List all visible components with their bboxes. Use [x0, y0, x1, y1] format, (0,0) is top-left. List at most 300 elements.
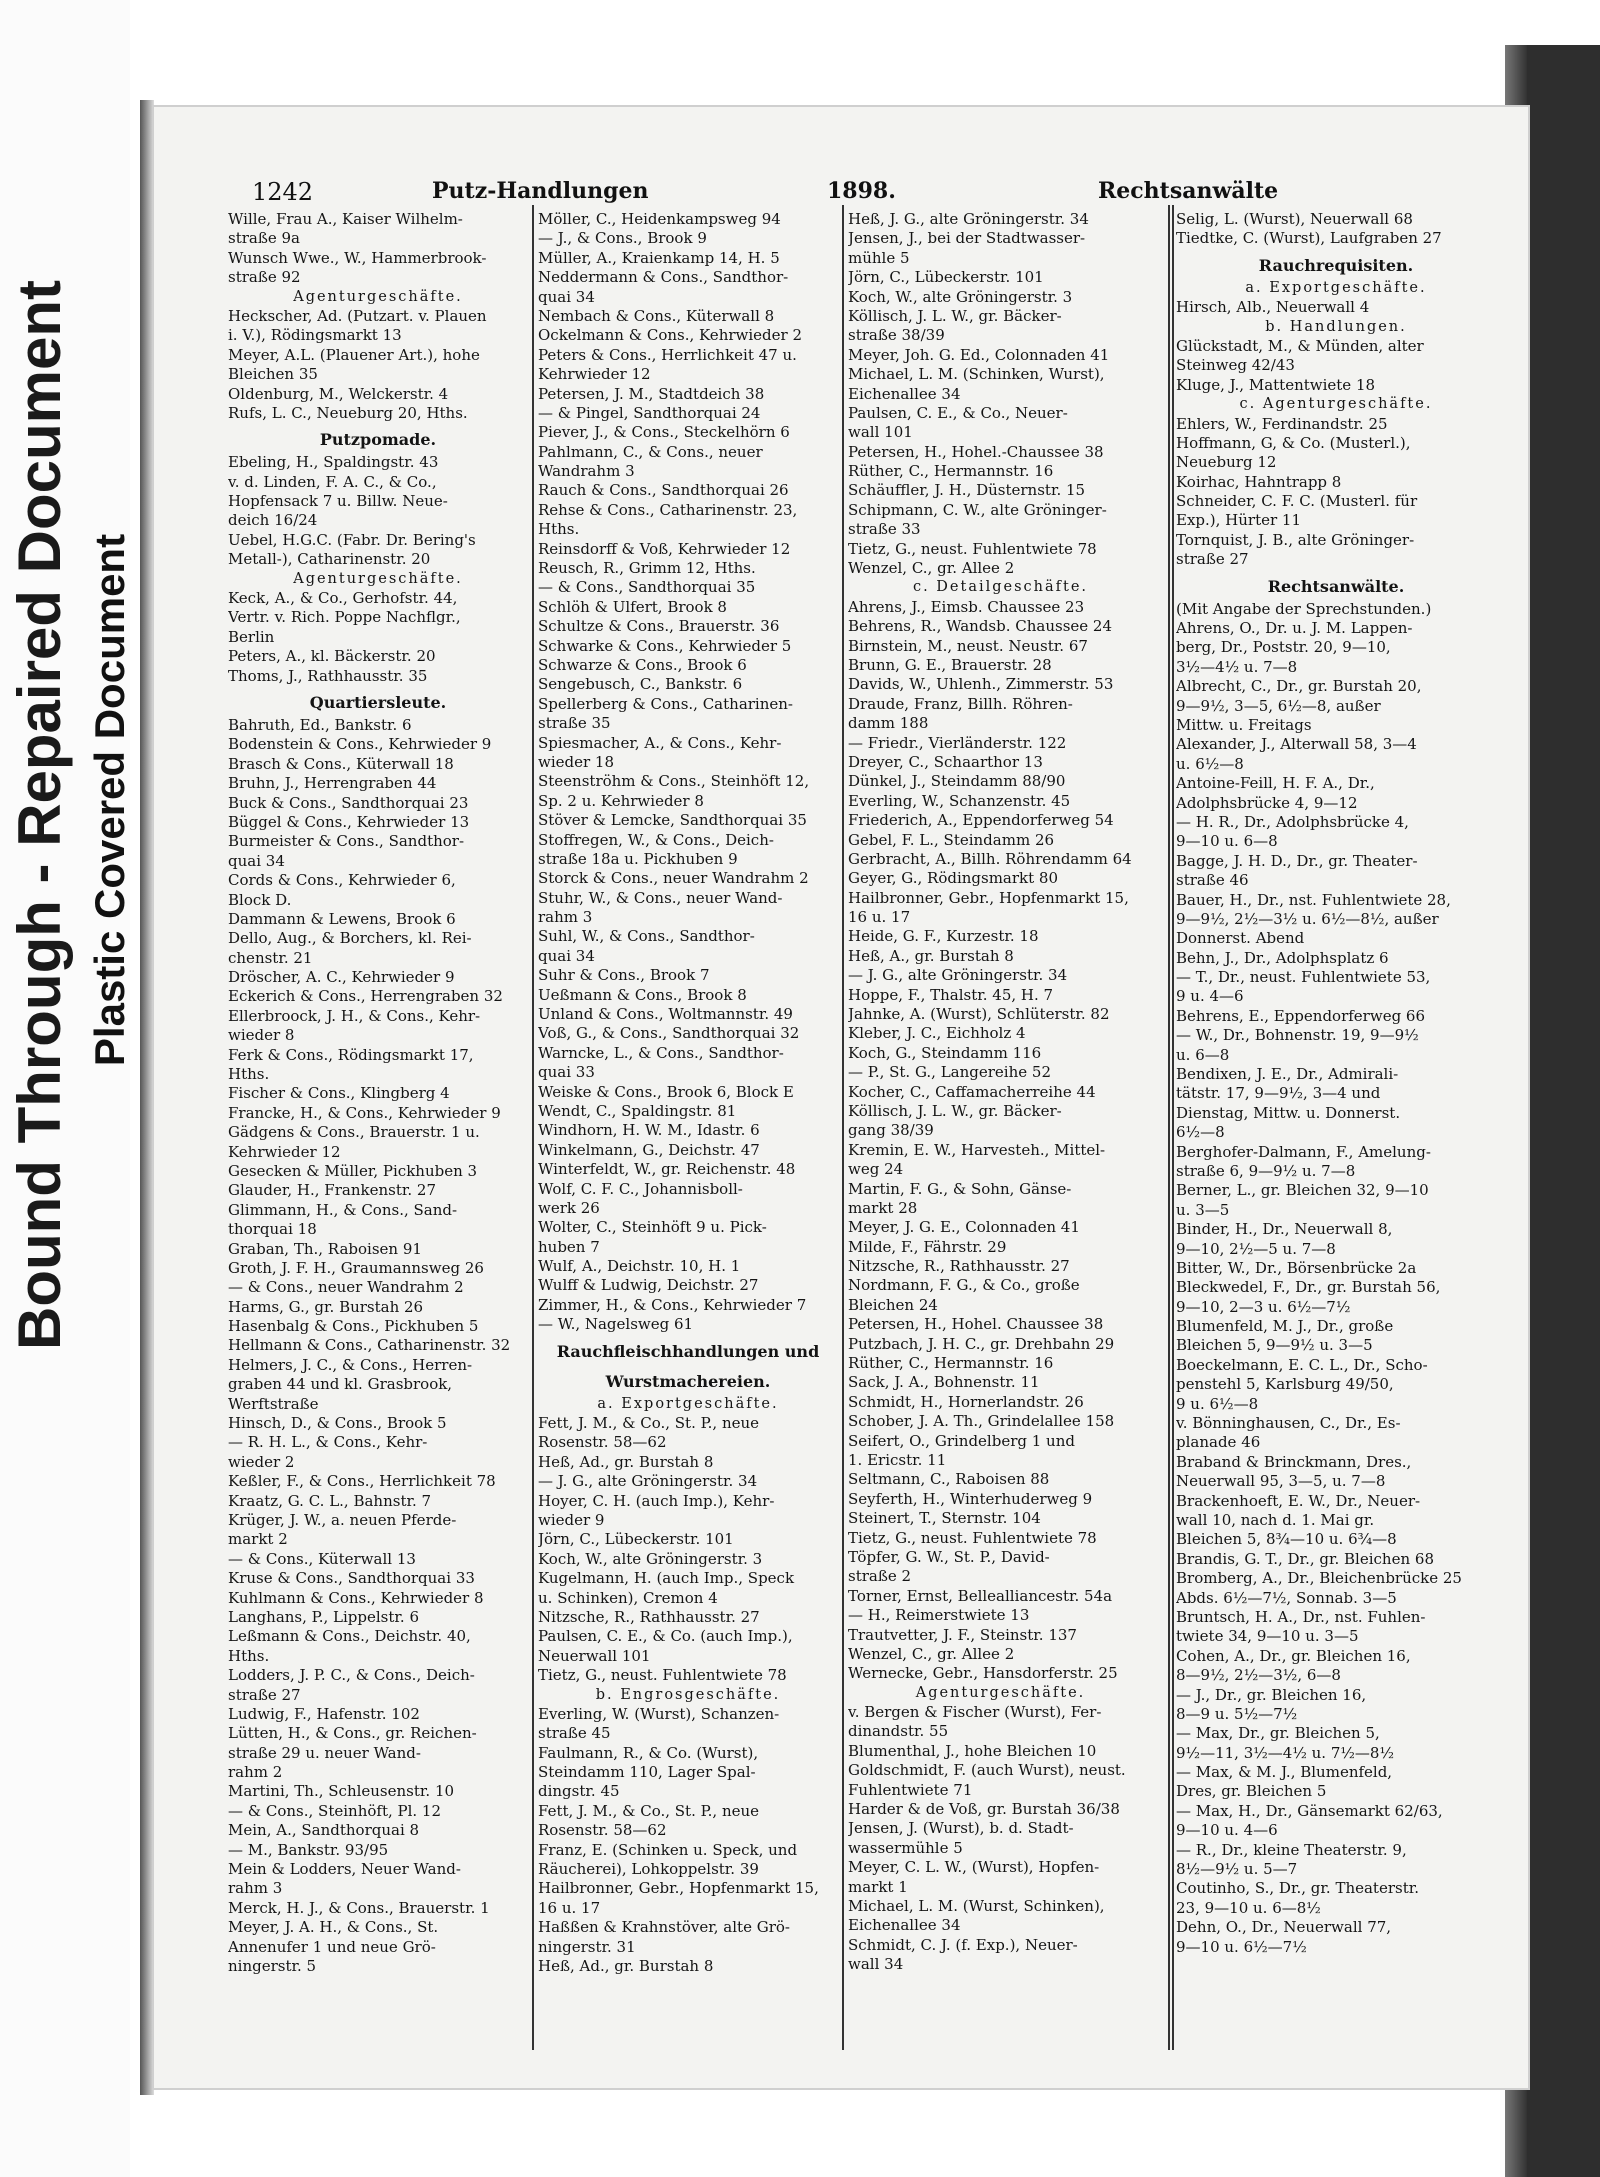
directory-entry: Jensen, J. (Wurst), b. d. Stadt-: [848, 1819, 1074, 1838]
directory-entry: Rufs, L. C., Neueburg 20, Hths.: [228, 403, 468, 422]
directory-entry: Merck, H. J., & Cons., Brauerstr. 1: [228, 1898, 490, 1917]
directory-entry: Helmers, J. C., & Cons., Herren-: [228, 1355, 473, 1374]
directory-entry: Schultze & Cons., Brauerstr. 36: [538, 617, 780, 636]
directory-entry: Hths.: [228, 1646, 270, 1665]
directory-entry: rahm 3: [538, 908, 593, 927]
directory-entry: Jörn, C., Lübeckerstr. 101: [848, 268, 1044, 287]
subsection-heading: a. Exportgeschäfte.: [597, 1395, 779, 1412]
directory-entry: Trautvetter, J. F., Steinstr. 137: [848, 1625, 1077, 1644]
column-rule: [1172, 205, 1174, 2050]
directory-entry: straße 27: [228, 1685, 301, 1704]
directory-entry: Seltmann, C., Raboisen 88: [848, 1470, 1050, 1489]
directory-entry: Reusch, R., Grimm 12, Hths.: [538, 559, 756, 578]
directory-entry: Schneider, C. F. C. (Musterl. für: [1176, 492, 1418, 511]
directory-entry: Gerbracht, A., Billh. Röhrendamm 64: [848, 849, 1132, 868]
directory-entry: quai 33: [538, 1063, 595, 1082]
directory-entry: Tiedtke, C. (Wurst), Laufgraben 27: [1176, 229, 1442, 248]
directory-entry: markt 1: [848, 1877, 908, 1896]
directory-entry: Krüger, J. W., a. neuen Pferde-: [228, 1511, 457, 1529]
directory-entry: 16 u. 17: [538, 1898, 601, 1917]
directory-entry: wieder 18: [538, 752, 615, 771]
directory-entry: Eckerich & Cons., Herrengraben 32: [228, 987, 503, 1006]
directory-entry: Schipmann, C. W., alte Gröninger-: [848, 500, 1107, 519]
directory-entry: Meyer, A.L. (Plauener Art.), hohe: [228, 345, 480, 364]
directory-entry: Annenufer 1 und neue Grö-: [228, 1937, 436, 1956]
subsection-heading: a. Exportgeschäfte.: [1245, 279, 1427, 296]
subsection-heading: Agenturgeschäfte.: [293, 570, 463, 587]
directory-entry: Fett, J. M., & Co., St. P., neue: [538, 1801, 760, 1820]
directory-entry: Wenzel, C., gr. Allee 2: [848, 559, 1015, 578]
directory-entry: straße 9a: [228, 229, 300, 248]
subsection-heading: Agenturgeschäfte.: [293, 288, 463, 305]
directory-entry: Albrecht, C., Dr., gr. Burstah 20,: [1176, 677, 1422, 696]
directory-entry: — J. G., alte Gröningerstr. 34: [848, 966, 1068, 985]
directory-entry: Everling, W., Schanzenstr. 45: [848, 791, 1071, 810]
directory-entry: 16 u. 17: [848, 908, 911, 927]
directory-entry: 8—9 u. 5½—7½: [1176, 1704, 1298, 1723]
directory-entry: Schober, J. A. Th., Grindelallee 158: [848, 1412, 1115, 1431]
directory-entry: dingstr. 45: [538, 1782, 620, 1801]
directory-entry: quai 34: [228, 851, 285, 870]
directory-entry: Sp. 2 u. Kehrwieder 8: [538, 791, 704, 810]
directory-entry: Fuhlentwiete 71: [848, 1780, 973, 1799]
directory-entry: gang 38/39: [848, 1121, 934, 1140]
directory-entry: — Max, & M. J., Blumenfeld,: [1176, 1763, 1393, 1782]
directory-entry: mühle 5: [848, 248, 910, 267]
directory-column-2: [538, 210, 838, 1976]
directory-entry: Schwarze & Cons., Brook 6: [538, 655, 747, 674]
directory-entry: Ahrens, O., Dr. u. J. M. Lappen-: [1176, 619, 1413, 638]
directory-entry: Windhorn, H. W. M., Idastr. 6: [538, 1121, 760, 1140]
directory-entry: Selig, L. (Wurst), Neuerwall 68: [1176, 210, 1413, 228]
directory-entry: ningerstr. 5: [228, 1956, 317, 1975]
directory-entry: Uebel, H.G.C. (Fabr. Dr. Bering's: [228, 530, 476, 549]
directory-entry: Ockelmann & Cons., Kehrwieder 2: [538, 326, 802, 345]
directory-entry: Kehrwieder 12: [538, 365, 651, 384]
directory-entry: Hoyer, C. H. (auch Imp.), Kehr-: [538, 1491, 775, 1510]
directory-entry: Bagge, J. H. D., Dr., gr. Theater-: [1176, 851, 1418, 870]
directory-entry: — M., Bankstr. 93/95: [228, 1840, 389, 1859]
directory-entry: Dünkel, J., Steindamm 88/90: [848, 772, 1066, 791]
directory-entry: Zimmer, H., & Cons., Kehrwieder 7: [538, 1295, 807, 1314]
directory-entry: Goldschmidt, F. (auch Wurst), neust.: [848, 1761, 1126, 1780]
directory-entry: Steenströhm & Cons., Steinhöft 12,: [538, 772, 810, 791]
directory-entry: Stöver & Lemcke, Sandthorquai 35: [538, 811, 807, 830]
header-left-title: Putz-Handlungen: [432, 178, 649, 204]
directory-entry: Seyferth, H., Winterhuderweg 9: [848, 1489, 1093, 1508]
directory-entry: weg 24: [848, 1160, 904, 1179]
directory-entry: Langhans, P., Lippelstr. 6: [228, 1607, 419, 1626]
directory-entry: Steinweg 42/43: [1176, 356, 1295, 375]
directory-entry: Unland & Cons., Woltmannstr. 49: [538, 1005, 793, 1024]
directory-entry: Töpfer, G. W., St. P., David-: [848, 1547, 1050, 1566]
directory-entry: 3½—4½ u. 7—8: [1176, 657, 1298, 676]
directory-entry: Behrens, R., Wandsb. Chaussee 24: [848, 617, 1113, 636]
directory-entry: wieder 2: [228, 1452, 295, 1471]
directory-entry: 9½—11, 3½—4½ u. 7½—8½: [1176, 1743, 1394, 1762]
directory-entry: Bendixen, J. E., Dr., Admirali-: [1176, 1065, 1399, 1084]
directory-entry: Fett, J. M., & Co., St. P., neue: [538, 1414, 760, 1433]
directory-entry: Keck, A., & Co., Gerhofstr. 44,: [228, 589, 458, 608]
directory-entry: Neuerwall 95, 3—5, u. 7—8: [1176, 1472, 1386, 1491]
directory-entry: Martin, F. G., & Sohn, Gänse-: [848, 1179, 1072, 1198]
subsection-heading: b. Handlungen.: [1265, 318, 1407, 335]
directory-entry: Hopfensack 7 u. Billw. Neue-: [228, 492, 448, 511]
directory-entry: Abds. 6½—7½, Sonnab. 3—5: [1176, 1588, 1397, 1607]
directory-entry: Werftstraße: [228, 1394, 319, 1413]
directory-entry: Bleckwedel, F., Dr., gr. Burstah 56,: [1176, 1278, 1441, 1297]
directory-entry: Bauer, H., Dr., nst. Fuhlentwiete 28,: [1176, 890, 1451, 909]
subsection-heading: c. Detailgeschäfte.: [912, 579, 1089, 596]
subsection-heading: Agenturgeschäfte.: [915, 1684, 1086, 1701]
directory-entry: Vertr. v. Rich. Poppe Nachflgr.,: [228, 608, 461, 627]
directory-entry: Neuerwall 101: [538, 1646, 651, 1665]
directory-entry: v. d. Linden, F. A. C., & Co.,: [228, 472, 437, 491]
directory-entry: u. 3—5: [1176, 1200, 1230, 1219]
directory-entry: Heß, Ad., gr. Burstah 8: [538, 1956, 714, 1975]
directory-entry: Ebeling, H., Spaldingstr. 43: [228, 453, 439, 472]
section-heading: Rauchrequisiten.: [1258, 255, 1414, 275]
directory-entry: Torner, Ernst, Bellealliancestr. 54a: [848, 1586, 1113, 1605]
directory-entry: Petersen, H., Hohel.-Chaussee 38: [848, 442, 1104, 461]
directory-entry: Heß, Ad., gr. Burstah 8: [538, 1452, 714, 1471]
directory-entry: 9 u. 4—6: [1176, 987, 1244, 1006]
directory-entry: Dreyer, C., Schaarthor 13: [848, 752, 1043, 771]
subsection-heading: b. Engrosgeschäfte.: [595, 1686, 781, 1703]
directory-entry: Milde, F., Fährstr. 29: [848, 1237, 1007, 1256]
directory-entry: Suhl, W., & Cons., Sandthor-: [538, 927, 755, 946]
directory-entry: Davids, W., Uhlenh., Zimmerstr. 53: [848, 675, 1114, 694]
directory-entry: Michael, L. M. (Wurst, Schinken),: [848, 1896, 1105, 1915]
directory-entry: Mein, A., Sandthorquai 8: [228, 1821, 420, 1840]
directory-entry: twiete 34, 9—10 u. 3—5: [1176, 1627, 1359, 1646]
spine-cover-label: Plastic Covered Document: [86, 533, 133, 1067]
directory-entry: Meyer, Joh. G. Ed., Colonnaden 41: [848, 345, 1110, 364]
directory-entry: Bruhn, J., Herrengraben 44: [228, 774, 437, 793]
directory-entry: Oldenburg, M., Welckerstr. 4: [228, 384, 449, 403]
directory-entry: Keßler, F., & Cons., Herrlichkeit 78: [228, 1472, 496, 1491]
directory-entry: wall 10, nach d. 1. Mai gr.: [1176, 1511, 1375, 1529]
directory-entry: Koch, G., Steindamm 116: [848, 1043, 1042, 1062]
directory-entry: Paulsen, C. E., & Co., Neuer-: [848, 403, 1068, 422]
directory-entry: Ueßmann & Cons., Brook 8: [538, 985, 747, 1004]
directory-entry: — & Cons., Küterwall 13: [228, 1549, 416, 1568]
directory-entry: Schlöh & Ulfert, Brook 8: [538, 597, 727, 616]
directory-entry: Neddermann & Cons., Sandthor-: [538, 268, 789, 287]
directory-entry: Stuhr, W., & Cons., neuer Wand-: [538, 888, 783, 907]
directory-entry: Paulsen, C. E., & Co. (auch Imp.),: [538, 1627, 793, 1646]
directory-entry: Harms, G., gr. Burstah 26: [228, 1297, 424, 1316]
directory-entry: Hinsch, D., & Cons., Brook 5: [228, 1414, 447, 1433]
directory-entry: Tietz, G., neust. Fuhlentwiete 78: [848, 1528, 1097, 1547]
directory-entry: Piever, J., & Cons., Steckelhörn 6: [538, 423, 790, 442]
directory-entry: straße 33: [848, 520, 921, 539]
directory-entry: Hellmann & Cons., Catharinenstr. 32: [228, 1336, 511, 1355]
directory-entry: Eichenallee 34: [848, 1916, 961, 1935]
page-number: 1242: [252, 178, 314, 206]
directory-entry: Tietz, G., neust. Fuhlentwiete 78: [538, 1666, 787, 1685]
directory-entry: Möller, C., Heidenkampsweg 94: [538, 210, 781, 228]
directory-entry: Rehse & Cons., Catharinenstr. 23,: [538, 500, 798, 519]
directory-column-1: [228, 210, 528, 1976]
section-heading: Wurstmachereien.: [605, 1371, 771, 1391]
directory-entry: Petersen, H., Hohel. Chaussee 38: [848, 1315, 1104, 1334]
directory-entry: Gesecken & Müller, Pickhuben 3: [228, 1161, 478, 1180]
directory-entry: Francke, H., & Cons., Kehrwieder 9: [228, 1103, 501, 1122]
directory-entry: u. Schinken), Cremon 4: [538, 1588, 718, 1607]
directory-entry: Wille, Frau A., Kaiser Wilhelm-: [228, 210, 463, 228]
directory-entry: — Max, H., Dr., Gänsemarkt 62/63,: [1176, 1801, 1443, 1820]
directory-entry: Friederich, A., Eppendorferweg 54: [848, 811, 1114, 830]
subsection-heading: c. Agenturgeschäfte.: [1239, 396, 1433, 413]
directory-entry: Exp.), Hürter 11: [1176, 511, 1302, 530]
directory-entry: wall 34: [848, 1955, 904, 1974]
directory-entry: Jörn, C., Lübeckerstr. 101: [538, 1530, 734, 1549]
directory-entry: Voß, G., & Cons., Sandthorquai 32: [538, 1024, 800, 1043]
directory-entry: Burmeister & Cons., Sandthor-: [228, 832, 465, 851]
directory-entry: — & Cons., Sandthorquai 35: [538, 578, 756, 597]
directory-entry: Bruntsch, H. A., Dr., nst. Fuhlen-: [1176, 1607, 1426, 1626]
directory-entry: Faulmann, R., & Co. (Wurst),: [538, 1743, 759, 1762]
directory-entry: Blumenfeld, M. J., Dr., große: [1176, 1317, 1394, 1336]
directory-entry: Ahrens, J., Eimsb. Chaussee 23: [848, 597, 1085, 616]
directory-entry: Steindamm 110, Lager Spal-: [538, 1763, 756, 1782]
directory-entry: Spellerberg & Cons., Catharinen-: [538, 694, 793, 713]
directory-entry: Brackenhoeft, E. W., Dr., Neuer-: [1176, 1491, 1421, 1510]
directory-entry: (Mit Angabe der Sprechstunden.): [1176, 599, 1432, 618]
directory-entry: u. 6½—8: [1176, 754, 1244, 773]
directory-entry: Heß, A., gr. Burstah 8: [848, 946, 1014, 965]
directory-entry: Warncke, L., & Cons., Sandthor-: [538, 1043, 784, 1062]
directory-entry: 9—10 u. 6—8: [1176, 832, 1278, 851]
directory-entry: Binder, H., Dr., Neuerwall 8,: [1176, 1220, 1393, 1239]
directory-entry: Bitter, W., Dr., Börsenbrücke 2a: [1176, 1258, 1417, 1277]
directory-entry: Wandrahm 3: [538, 462, 635, 481]
directory-entry: Winkelmann, G., Deichstr. 47: [538, 1140, 760, 1159]
directory-entry: Dienstag, Mittw. u. Donnerst.: [1176, 1103, 1401, 1122]
directory-entry: Hoffmann, G, & Co. (Musterl.),: [1176, 433, 1411, 452]
directory-entry: — & Pingel, Sandthorquai 24: [538, 403, 761, 422]
directory-entry: Franz, E. (Schinken u. Speck, und: [538, 1840, 798, 1859]
directory-entry: Dammann & Lewens, Brook 6: [228, 909, 456, 928]
directory-entry: wieder 9: [538, 1511, 605, 1529]
directory-entry: straße 2: [848, 1567, 912, 1586]
directory-entry: Graban, Th., Raboisen 91: [228, 1239, 422, 1258]
directory-entry: Adolphsbrücke 4, 9—12: [1176, 793, 1358, 812]
directory-entry: Bleichen 5, 8¾—10 u. 6¾—8: [1176, 1530, 1397, 1549]
directory-entry: Glauder, H., Frankenstr. 27: [228, 1181, 436, 1200]
directory-entry: Kocher, C., Caffamacherreihe 44: [848, 1082, 1096, 1101]
section-heading: Rechtsanwälte.: [1267, 576, 1405, 596]
directory-entry: Nitzsche, R., Rathhausstr. 27: [538, 1607, 760, 1626]
directory-entry: — Max, Dr., gr. Bleichen 5,: [1176, 1724, 1380, 1743]
directory-entry: dinandstr. 55: [848, 1722, 949, 1741]
directory-entry: Cords & Cons., Kehrwieder 6,: [228, 871, 456, 890]
directory-entry: — W., Dr., Bohnenstr. 19, 9—9½: [1176, 1026, 1419, 1045]
directory-entry: Coutinho, S., Dr., gr. Theaterstr.: [1176, 1879, 1420, 1898]
directory-entry: Seifert, O., Grindelberg 1 und: [848, 1431, 1075, 1450]
directory-entry: 9—10 u. 4—6: [1176, 1821, 1278, 1840]
directory-entry: straße 27: [1176, 550, 1249, 569]
directory-entry: Winterfeldt, W., gr. Reichenstr. 48: [538, 1160, 796, 1179]
directory-entry: quai 34: [538, 946, 595, 965]
directory-entry: Dres, gr. Bleichen 5: [1176, 1782, 1327, 1801]
directory-entry: Behrens, E., Eppendorferweg 66: [1176, 1006, 1426, 1025]
directory-entry: werk 26: [538, 1198, 600, 1217]
directory-entry: u. 6—8: [1176, 1045, 1230, 1064]
directory-entry: Metall-), Catharinenstr. 20: [228, 550, 431, 569]
directory-entry: — & Cons., Steinhöft, Pl. 12: [228, 1801, 442, 1820]
directory-entry: Draude, Franz, Billh. Röhren-: [848, 694, 1073, 713]
directory-entry: — W., Nagelsweg 61: [538, 1315, 694, 1334]
directory-entry: Mittw. u. Freitags: [1176, 715, 1312, 734]
directory-entry: Ferk & Cons., Rödingsmarkt 17,: [228, 1045, 474, 1064]
directory-entry: deich 16/24: [228, 511, 318, 530]
directory-entry: Hths.: [538, 520, 580, 539]
directory-entry: Putzbach, J. H. C., gr. Drehbahn 29: [848, 1334, 1115, 1353]
directory-entry: Köllisch, J. L. W., gr. Bäcker-: [848, 1101, 1062, 1120]
directory-entry: Pahlmann, C., & Cons., neuer: [538, 442, 763, 461]
directory-entry: — & Cons., neuer Wandrahm 2: [228, 1278, 464, 1297]
directory-entry: straße 46: [1176, 871, 1249, 890]
directory-entry: Wunsch Wwe., W., Hammerbrook-: [228, 248, 487, 267]
directory-entry: Blumenthal, J., hohe Bleichen 10: [848, 1741, 1097, 1760]
directory-entry: Wulff & Ludwig, Deichstr. 27: [538, 1276, 759, 1295]
directory-entry: Kremin, E. W., Harvesteh., Mittel-: [848, 1140, 1106, 1159]
directory-entry: chenstr. 21: [228, 948, 313, 967]
directory-entry: Storck & Cons., neuer Wandrahm 2: [538, 869, 809, 888]
directory-entry: Behn, J., Dr., Adolphsplatz 6: [1176, 948, 1389, 967]
directory-entry: Everling, W. (Wurst), Schanzen-: [538, 1704, 780, 1723]
header-right-title: Rechtsanwälte: [1098, 178, 1279, 204]
directory-entry: 6½—8: [1176, 1123, 1225, 1142]
directory-entry: Räucherei), Lohkoppelstr. 39: [538, 1860, 759, 1879]
directory-entry: 8—9½, 2½—3½, 6—8: [1176, 1666, 1341, 1685]
directory-entry: Ellerbroock, J. H., & Cons., Kehr-: [228, 1006, 481, 1025]
directory-entry: Petersen, J. M., Stadtdeich 38: [538, 384, 765, 403]
directory-entry: Bleichen 5, 9—9½ u. 3—5: [1176, 1336, 1373, 1355]
directory-entry: Meyer, C. L. W., (Wurst), Hopfen-: [848, 1858, 1100, 1877]
directory-entry: Neueburg 12: [1176, 453, 1277, 472]
directory-entry: Kruse & Cons., Sandthorquai 33: [228, 1569, 475, 1588]
directory-entry: Dröscher, A. C., Kehrwieder 9: [228, 968, 455, 987]
directory-entry: i. V.), Rödingsmarkt 13: [228, 326, 402, 345]
directory-entry: Hoppe, F., Thalstr. 45, H. 7: [848, 985, 1054, 1004]
directory-entry: Ludwig, F., Hafenstr. 102: [228, 1704, 420, 1723]
directory-entry: Haßßen & Krahnstöver, alte Grö-: [538, 1918, 790, 1937]
directory-entry: penstehl 5, Karlsburg 49/50,: [1176, 1375, 1394, 1394]
spine-repair-label: Bound Through - Repaired Document: [6, 280, 73, 1350]
directory-entry: 23, 9—10 u. 6—8½: [1176, 1898, 1321, 1917]
directory-entry: Block D.: [228, 890, 292, 909]
directory-entry: Eichenallee 34: [848, 384, 961, 403]
directory-entry: Wenzel, C., gr. Allee 2: [848, 1644, 1015, 1663]
directory-entry: Nordmann, F. G., & Co., große: [848, 1276, 1080, 1295]
directory-entry: straße 35: [538, 714, 611, 733]
directory-entry: Heß, J. G., alte Gröningerstr. 34: [848, 210, 1089, 228]
directory-entry: straße 6, 9—9½ u. 7—8: [1176, 1161, 1356, 1180]
directory-entry: Nembach & Cons., Küterwall 8: [538, 306, 775, 325]
directory-entry: wieder 8: [228, 1026, 295, 1045]
directory-entry: Braband & Brinckmann, Dres.,: [1176, 1452, 1412, 1471]
directory-entry: Kluge, J., Mattentwiete 18: [1176, 375, 1376, 394]
directory-entry: Büggel & Cons., Kehrwieder 13: [228, 812, 470, 831]
directory-entry: Geyer, G., Rödingsmarkt 80: [848, 869, 1059, 888]
directory-entry: — J. G., alte Gröningerstr. 34: [538, 1472, 758, 1491]
directory-entry: Gebel, F. L., Steindamm 26: [848, 830, 1055, 849]
directory-entry: Berlin: [228, 627, 275, 646]
directory-entry: Antoine-Feill, H. F. A., Dr.,: [1176, 774, 1375, 793]
directory-entry: — Friedr., Vierländerstr. 122: [848, 733, 1067, 752]
directory-entry: Peters, A., kl. Bäckerstr. 20: [228, 647, 436, 666]
directory-entry: Lodders, J. P. C., & Cons., Deich-: [228, 1666, 475, 1685]
directory-entry: Dehn, O., Dr., Neuerwall 77,: [1176, 1918, 1392, 1937]
directory-entry: Reinsdorff & Voß, Kehrwieder 12: [538, 539, 791, 558]
directory-entry: Jahnke, A. (Wurst), Schlüterstr. 82: [848, 1005, 1110, 1024]
directory-entry: wall 101: [848, 423, 913, 442]
directory-entry: straße 29 u. neuer Wand-: [228, 1743, 421, 1762]
directory-entry: Kugelmann, H. (auch Imp., Speck: [538, 1569, 795, 1588]
directory-entry: 8½—9½ u. 5—7: [1176, 1860, 1298, 1879]
directory-entry: Brunn, G. E., Brauerstr. 28: [848, 655, 1052, 674]
section-heading: Quartiersleute.: [309, 692, 447, 712]
directory-entry: Kuhlmann & Cons., Kehrwieder 8: [228, 1588, 484, 1607]
directory-entry: — R. H. L., & Cons., Kehr-: [228, 1433, 428, 1452]
directory-entry: Hailbronner, Gebr., Hopfenmarkt 15,: [848, 888, 1129, 907]
directory-entry: Koch, W., alte Gröningerstr. 3: [848, 287, 1073, 306]
directory-column-3: [848, 210, 1153, 1975]
directory-entry: rahm 2: [228, 1763, 283, 1782]
directory-entry: tätstr. 17, 9—9½, 3—4 und: [1176, 1084, 1381, 1103]
directory-entry: 9—9½, 2½—3½ u. 6½—8½, außer: [1176, 909, 1439, 928]
directory-entry: straße 45: [538, 1724, 611, 1743]
directory-entry: Peters & Cons., Herrlichkeit 47 u.: [538, 345, 797, 364]
directory-entry: Köllisch, J. L. W., gr. Bäcker-: [848, 306, 1062, 325]
directory-entry: Lütten, H., & Cons., gr. Reichen-: [228, 1724, 477, 1743]
directory-entry: 9 u. 6½—8: [1176, 1394, 1259, 1413]
directory-entry: Koch, W., alte Gröningerstr. 3: [538, 1549, 763, 1568]
directory-entry: Hths.: [228, 1065, 270, 1084]
directory-entry: Tornquist, J. B., alte Gröninger-: [1176, 530, 1415, 549]
directory-entry: Spiesmacher, A., & Cons., Kehr-: [538, 733, 782, 752]
directory-entry: Brandis, G. T., Dr., gr. Bleichen 68: [1176, 1549, 1434, 1568]
directory-entry: Wernecke, Gebr., Hansdorferstr. 25: [848, 1664, 1118, 1683]
directory-entry: Berner, L., gr. Bleichen 32, 9—10: [1176, 1181, 1429, 1200]
directory-entry: planade 46: [1176, 1433, 1261, 1452]
directory-column-4: [1176, 210, 1496, 1957]
directory-entry: Rüther, C., Hermannstr. 16: [848, 462, 1054, 481]
directory-entry: Cohen, A., Dr., gr. Bleichen 16,: [1176, 1646, 1411, 1665]
directory-entry: Koirhac, Hahntrapp 8: [1176, 472, 1342, 491]
directory-entry: Schmidt, H., Hornerlandstr. 26: [848, 1392, 1084, 1411]
directory-entry: straße 18a u. Pickhuben 9: [538, 849, 738, 868]
directory-entry: Suhr & Cons., Brook 7: [538, 966, 710, 985]
column-rule: [1168, 205, 1170, 2050]
directory-entry: Brasch & Cons., Küterwall 18: [228, 754, 454, 773]
directory-entry: Harder & de Voß, gr. Burstah 36/38: [848, 1800, 1120, 1819]
directory-entry: Ehlers, W., Ferdinandstr. 25: [1176, 414, 1388, 433]
directory-entry: Meyer, J. A. H., & Cons., St.: [228, 1918, 439, 1937]
directory-entry: Schäuffler, J. H., Düsternstr. 15: [848, 481, 1086, 500]
directory-entry: Dello, Aug., & Borchers, kl. Rei-: [228, 929, 472, 948]
directory-entry: Kraatz, G. C. L., Bahnstr. 7: [228, 1491, 432, 1510]
directory-entry: rahm 3: [228, 1879, 283, 1898]
directory-entry: graben 44 und kl. Grasbrook,: [228, 1375, 453, 1394]
directory-entry: Wendt, C., Spaldingstr. 81: [538, 1101, 737, 1120]
directory-entry: Birnstein, M., neust. Neustr. 67: [848, 636, 1088, 655]
directory-entry: Rüther, C., Hermannstr. 16: [848, 1354, 1054, 1373]
directory-entry: Boeckelmann, E. C. L., Dr., Scho-: [1176, 1355, 1428, 1374]
